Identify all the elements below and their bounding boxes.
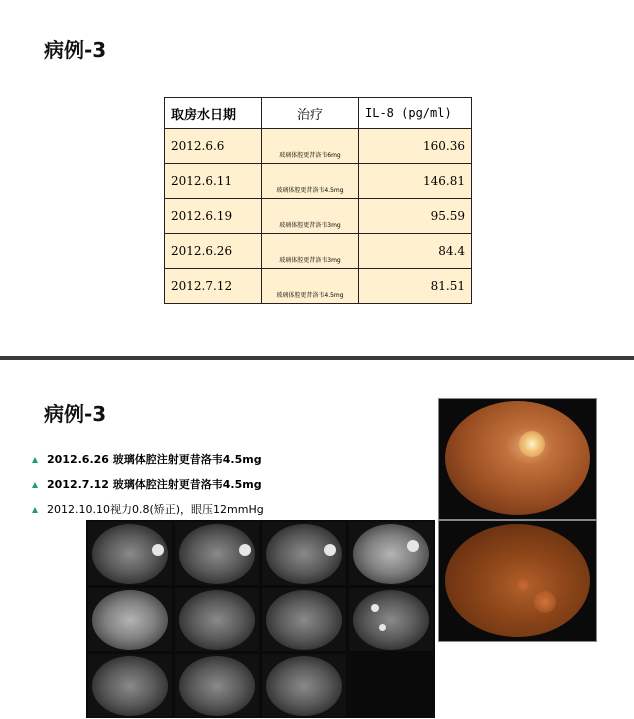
- bullet-list: [32, 452, 264, 527]
- bullet-text: 2012.10.10视力0.8(矫正)，眼压12mmHg: [47, 503, 264, 516]
- list-item: [32, 477, 264, 502]
- cell-treatment: 玻璃体腔更昔洛韦4.5mg: [262, 269, 359, 304]
- angiography-image: [88, 522, 172, 585]
- table-header-row: [165, 98, 472, 129]
- angiography-image: [349, 522, 433, 585]
- cell-date: 2012.6.26: [165, 234, 262, 269]
- cell-il8: 81.51: [359, 269, 472, 304]
- slide-2: [0, 360, 634, 719]
- list-item: [32, 452, 264, 477]
- angiography-image-grid: [86, 520, 435, 718]
- table-row: [165, 164, 472, 199]
- angiography-image: [262, 522, 346, 585]
- table-row: [165, 234, 472, 269]
- il8-table: [164, 97, 472, 304]
- table-row: [165, 199, 472, 234]
- cell-date: 2012.6.19: [165, 199, 262, 234]
- angiography-image: [88, 588, 172, 651]
- header-il8: IL-8 (pg/ml): [359, 98, 472, 129]
- angiography-image: [175, 522, 259, 585]
- fundus-photo: [438, 520, 597, 642]
- cell-treatment: 玻璃体腔更昔洛韦4.5mg: [262, 164, 359, 199]
- bullet-text: 2012.6.26 玻璃体腔注射更昔洛韦4.5mg: [47, 453, 262, 466]
- triangle-bullet-icon: [32, 482, 38, 488]
- triangle-bullet-icon: [32, 507, 38, 513]
- header-treatment: 治疗: [262, 98, 359, 129]
- cell-date: 2012.6.6: [165, 129, 262, 164]
- table-row: [165, 129, 472, 164]
- cell-date: 2012.7.12: [165, 269, 262, 304]
- optic-disc: [519, 431, 545, 457]
- slide-title: 病例-3: [44, 402, 107, 426]
- angiography-image: [262, 654, 346, 717]
- slide-1: [0, 0, 634, 356]
- angiography-image: [349, 588, 433, 651]
- cell-il8: 84.4: [359, 234, 472, 269]
- cell-il8: 160.36: [359, 129, 472, 164]
- triangle-bullet-icon: [32, 457, 38, 463]
- cell-treatment: 玻璃体腔更昔洛韦6mg: [262, 129, 359, 164]
- angiography-image: [262, 588, 346, 651]
- bullet-text: 2012.7.12 玻璃体腔注射更昔洛韦4.5mg: [47, 478, 262, 491]
- table-row: [165, 269, 472, 304]
- angiography-image: [175, 588, 259, 651]
- cell-il8: 95.59: [359, 199, 472, 234]
- slide-title: 病例-3: [44, 38, 107, 62]
- cell-date: 2012.6.11: [165, 164, 262, 199]
- cell-treatment: 玻璃体腔更昔洛韦3mg: [262, 199, 359, 234]
- angiography-image: [88, 654, 172, 717]
- fundus-photo: [438, 398, 597, 520]
- cell-treatment: 玻璃体腔更昔洛韦3mg: [262, 234, 359, 269]
- cell-il8: 146.81: [359, 164, 472, 199]
- header-date: 取房水日期: [165, 98, 262, 129]
- angiography-image: [175, 654, 259, 717]
